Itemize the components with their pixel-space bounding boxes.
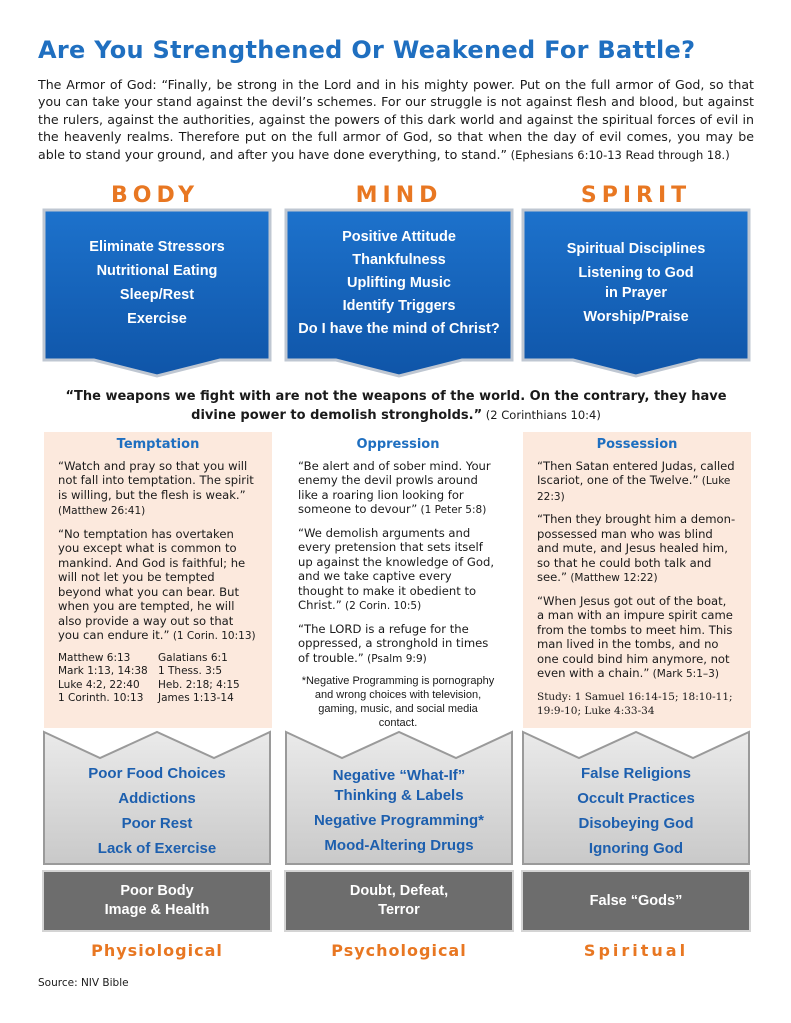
verse bbox=[58, 527, 258, 644]
shield-item: Sleep/Rest bbox=[119, 287, 195, 303]
verse-text: “Then they brought him a demon-possessed man who was blind and mute, and Jesus healed him, so that he could both talk and see.” bbox=[537, 512, 736, 584]
negative-programming-note: *Negative Programming is pornography and wrong choices with television, gaming, music, and social media contact. bbox=[301, 675, 495, 729]
heading-body: BODY bbox=[110, 183, 200, 208]
verse-text: “Be alert and of sober mind. Your enemy the devil prowls around like a roaring lion looking for someone to devour” bbox=[298, 458, 491, 516]
verse bbox=[298, 622, 498, 667]
reference: 1 Thess. 3:5 bbox=[158, 665, 223, 677]
shield-item: Identify Triggers bbox=[342, 298, 456, 314]
verse bbox=[537, 594, 737, 682]
crown-item: Addictions bbox=[118, 789, 196, 807]
shield-item: Nutritional Eating bbox=[96, 263, 218, 279]
quote-text: “The weapons we fight with are not the weapons of the world. On the contrary, they have divine power to demolish strongholds.” bbox=[65, 389, 727, 423]
crown-item: Mood-Altering Drugs bbox=[324, 837, 474, 854]
panel-title: Temptation bbox=[116, 437, 200, 452]
outcome-mind: Doubt, Defeat, Terror bbox=[284, 870, 514, 932]
shield-spirit-items bbox=[521, 208, 751, 358]
verse-text: “We demolish arguments and every pretension that sets itself up against the knowledge of God, and we take captive every thought to make it obedient to Christ.” bbox=[298, 525, 495, 612]
intro-paragraph bbox=[38, 76, 754, 164]
crown-spirit bbox=[521, 730, 751, 866]
shield-mind-items bbox=[284, 208, 514, 358]
outcome-body: Poor Body Image & Health bbox=[42, 870, 272, 932]
crown-body-items bbox=[42, 756, 272, 866]
crown-item: Negative “What-If” Thinking & Labels bbox=[332, 767, 466, 804]
crown-item: False Religions bbox=[580, 764, 692, 782]
crown-item: Poor Rest bbox=[121, 814, 193, 832]
shield-body-items bbox=[42, 208, 272, 358]
shield-item: Listening to God in Prayer bbox=[578, 265, 694, 301]
page-title: Are You Strengthened Or Weakened For Battle? bbox=[38, 36, 696, 64]
reference: Luke 4:2, 22:40 bbox=[58, 678, 140, 691]
verse bbox=[58, 459, 258, 519]
verse-ref: (Luke 22:3) bbox=[537, 475, 731, 503]
reference: James 1:13-14 bbox=[158, 692, 234, 704]
verse-ref: (Mark 5:1–3) bbox=[649, 668, 719, 680]
crown-item: Occult Practices bbox=[577, 789, 695, 807]
verse-ref: (Matthew 12:22) bbox=[567, 572, 658, 584]
intro-citation: (Ephesians 6:10-13 Read through 18.) bbox=[507, 147, 730, 162]
panel-temptation bbox=[44, 432, 272, 728]
verse bbox=[298, 526, 498, 614]
crown-body bbox=[42, 730, 272, 866]
crown-item: Disobeying God bbox=[578, 814, 694, 832]
shield-body bbox=[42, 208, 272, 378]
shield-item: Do I have the mind of Christ? bbox=[298, 321, 500, 337]
panel-title: Possession bbox=[596, 437, 678, 452]
panel-possession bbox=[523, 432, 751, 728]
verse-ref: (1 Peter 5:8) bbox=[417, 504, 487, 516]
crown-item: Lack of Exercise bbox=[97, 839, 217, 857]
source-note: Source: NIV Bible bbox=[38, 977, 129, 989]
reference-list bbox=[58, 652, 258, 706]
crown-mind bbox=[284, 730, 514, 866]
panel-title: Oppression bbox=[356, 437, 440, 452]
verse-text: “When Jesus got out of the boat, a man with an impure spirit came from the tombs to meet him. This man lived in the tombs, and no one could bind him anymore, not even with a chain.” bbox=[537, 593, 733, 680]
shield-item: Exercise bbox=[127, 311, 187, 327]
verse-ref: (1 Corin. 10:13) bbox=[169, 630, 256, 642]
reference: 1 Corinth. 10:13 bbox=[58, 692, 144, 704]
label-physiological: Physiological bbox=[91, 941, 223, 960]
weapons-quote bbox=[60, 388, 732, 425]
crown-item: Negative Programming* bbox=[313, 812, 485, 829]
label-psychological: Psychological bbox=[331, 941, 467, 960]
reference: Heb. 2:18; 4:15 bbox=[158, 678, 240, 691]
reference: Galatians 6:1 bbox=[158, 651, 228, 664]
label-spiritual: Spiritual bbox=[583, 941, 689, 960]
crown-item: Poor Food Choices bbox=[88, 764, 226, 782]
panel-oppression bbox=[284, 432, 512, 728]
verse-ref: (2 Corin. 10:5) bbox=[341, 600, 422, 612]
reference: Matthew 6:13 bbox=[58, 651, 131, 664]
shield-spirit bbox=[521, 208, 751, 378]
crown-item: Ignoring God bbox=[588, 839, 684, 857]
verse-text: “Then Satan entered Judas, called Iscariot, one of the Twelve.” bbox=[537, 458, 735, 487]
study-references: Study: 1 Samuel 16:14-15; 18:10-11; 19:9-10; Luke 4:33-34 bbox=[537, 690, 733, 717]
verse bbox=[537, 512, 737, 586]
intro-text: The Armor of God: “Finally, be strong in the Lord and in his mighty power. Put on the full armor of God, so that you can take your stand against the devil’s schemes. For our struggle is not against flesh and blood, but against the rulers, against the authorities, against the powers of this dark world and against the spiritual forces of evil in the heavenly realms. Therefore put on the full armor of God, so that when the day of evil comes, you may be able to stand your ground, and after you have done everything, to stand.” bbox=[38, 77, 754, 162]
shield-mind bbox=[284, 208, 514, 378]
outcome-spirit: False “Gods” bbox=[521, 870, 751, 932]
verse bbox=[537, 459, 737, 505]
shield-item: Thankfulness bbox=[352, 252, 446, 268]
verse-text: “Watch and pray so that you will not fall into temptation. The spirit is willing, but the flesh is weak.” bbox=[58, 458, 254, 502]
reference-column-right bbox=[158, 652, 258, 706]
crown-mind-items bbox=[284, 756, 514, 866]
verse-ref: (Psalm 9:9) bbox=[363, 652, 427, 665]
heading-spirit: SPIRIT bbox=[580, 183, 692, 208]
verse bbox=[298, 459, 498, 518]
shield-item: Eliminate Stressors bbox=[89, 239, 225, 255]
shield-item: Worship/Praise bbox=[583, 309, 689, 325]
verse-ref: (Matthew 26:41) bbox=[58, 505, 146, 517]
shield-item: Positive Attitude bbox=[342, 229, 456, 245]
crown-spirit-items bbox=[521, 756, 751, 866]
reference: Mark 1:13, 14:38 bbox=[58, 665, 148, 677]
heading-mind: MIND bbox=[355, 183, 443, 208]
shield-item: Uplifting Music bbox=[347, 275, 451, 291]
reference-column-left bbox=[58, 652, 158, 706]
shield-item: Spiritual Disciplines bbox=[566, 241, 706, 257]
quote-citation: (2 Corinthians 10:4) bbox=[482, 408, 601, 422]
verse-text: “No temptation has overtaken you except what is common to mankind. And God is faithful; he will not let you be tempted beyond what you can bear. But when you are tempted, he will also provide a way out so that you can endure it.” bbox=[58, 526, 246, 642]
verse-text: “The LORD is a refuge for the oppressed, a stronghold in times of trouble.” bbox=[298, 621, 489, 665]
